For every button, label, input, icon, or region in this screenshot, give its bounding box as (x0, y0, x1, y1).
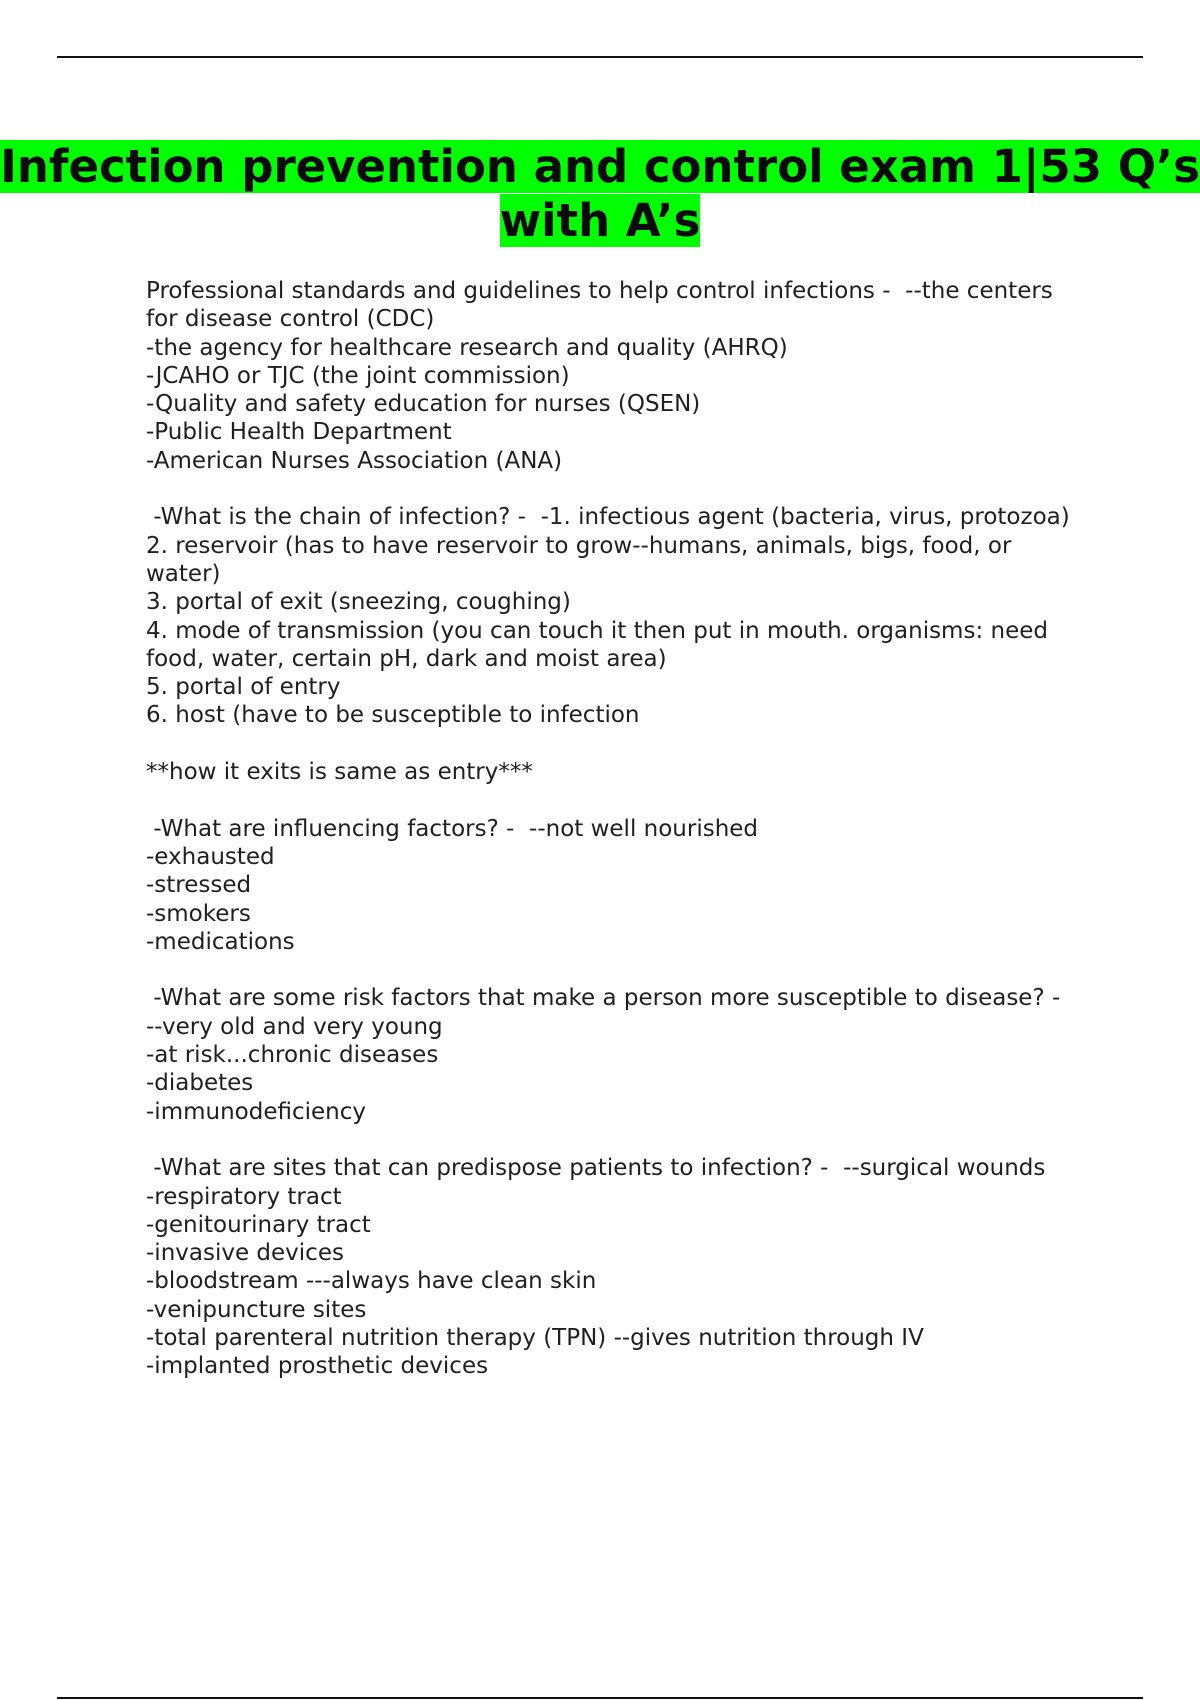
text-line: -total parenteral nutrition therapy (TPN) --gives nutrition through IV (146, 1324, 924, 1351)
text-line: -smokers (146, 900, 251, 927)
text-line: -JCAHO or TJC (the joint commission) (146, 362, 570, 389)
text-line: -genitourinary tract (146, 1211, 371, 1238)
text-line: -at risk...chronic diseases (146, 1042, 439, 1069)
text-line: -What are influencing factors? - --not well nourished (146, 815, 759, 842)
text-line: -respiratory tract (146, 1183, 342, 1210)
text-line: -venipuncture sites (146, 1296, 367, 1323)
text-line: -medications (146, 928, 295, 955)
text-line: 6. host (have to be susceptible to infection (146, 702, 640, 729)
qa-paragraph (146, 277, 1076, 475)
title-block (0, 140, 1200, 248)
document-body (146, 277, 1076, 1409)
document-title: Infection prevention and control exam 1|53 Q’s with A’s (0, 140, 1200, 247)
text-line: 4. mode of transmission (you can touch it then put in mouth. organisms: need food, water, certain pH, dark and moist area) (146, 617, 1056, 672)
bottom-divider (57, 1697, 1143, 1699)
text-line: Professional standards and guidelines to help control infections - --the centers for disease control (CDC) (146, 278, 1061, 333)
text-line: -bloodstream ---always have clean skin (146, 1268, 597, 1295)
qa-paragraph (146, 984, 1076, 1125)
text-line: 5. portal of entry (146, 674, 341, 701)
text-line: -stressed (146, 872, 252, 899)
qa-paragraph (146, 503, 1076, 729)
text-line: -invasive devices (146, 1240, 344, 1267)
text-line: 2. reservoir (has to have reservoir to grow--humans, animals, bigs, food, or water) (146, 532, 1019, 587)
text-line: 3. portal of exit (sneezing, coughing) (146, 589, 571, 616)
text-line: -exhausted (146, 843, 275, 870)
text-line: -implanted prosthetic devices (146, 1353, 489, 1380)
qa-paragraph (146, 815, 1076, 956)
text-line: -What are some risk factors that make a person more susceptible to disease? - --very old and very young (146, 985, 1075, 1040)
text-line: -What are sites that can predispose patients to infection? - --surgical wounds (146, 1155, 1046, 1182)
text-line: -American Nurses Association (ANA) (146, 447, 563, 474)
text-line: -immunodeficiency (146, 1098, 366, 1125)
qa-paragraph (146, 1154, 1076, 1380)
text-line: -diabetes (146, 1070, 254, 1097)
text-line: **how it exits is same as entry*** (146, 759, 533, 786)
qa-paragraph (146, 758, 1076, 786)
text-line: -Quality and safety education for nurses (QSEN) (146, 391, 701, 418)
text-line: -What is the chain of infection? - -1. infectious agent (bacteria, virus, protozoa) (146, 504, 1070, 531)
top-divider (57, 56, 1143, 58)
text-line: -the agency for healthcare research and quality (AHRQ) (146, 334, 788, 361)
text-line: -Public Health Department (146, 419, 452, 446)
